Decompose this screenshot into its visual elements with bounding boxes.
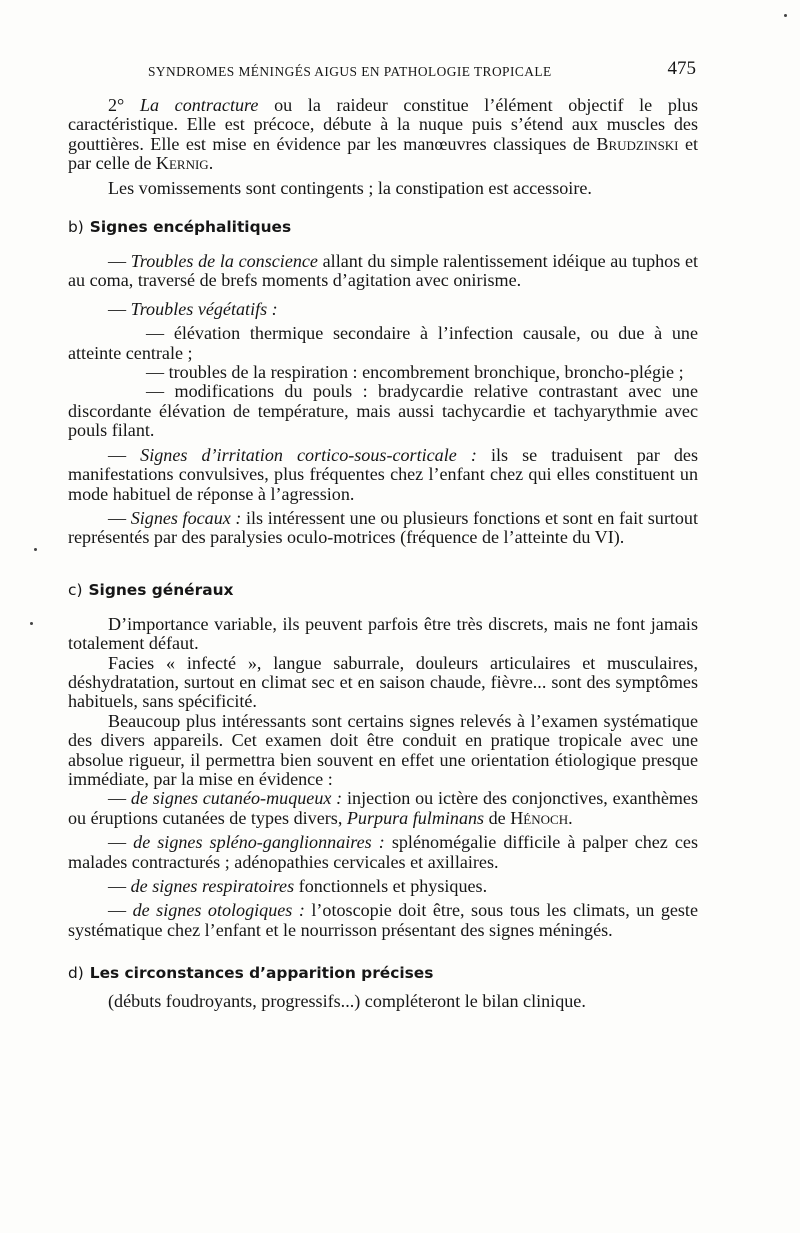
paragraph-examen: Beaucoup plus intéressants sont certains signes relevés à l’examen systématique des divers appareils. Cet examen doit être conduit en pratique tropicale avec une absolue rigueur, il permettra bien souvent en effet une orientation étiologique presque immédiate, par la mise en évidence : [68, 710, 698, 789]
term-contracture: La contracture [139, 95, 259, 115]
dash: — [108, 876, 131, 896]
term: Purpura fulminans [346, 807, 485, 828]
paragraph-text: allant du simple ralentissement idéique au tuphos et au coma, traversé de brefs moments d’agitation avec onirisme. [68, 251, 698, 291]
list-item-respiration: — troubles de la respiration : encombrement bronchique, broncho-plégie ; [146, 362, 684, 383]
dash: — [108, 444, 141, 465]
paragraph-text: fonctionnels et physiques. [294, 876, 488, 896]
paragraph-vomissements: Les vomissements sont contingents ; la constipation est accessoire. [108, 177, 592, 198]
paragraph-conscience [68, 252, 698, 291]
term: Troubles végétatifs : [130, 298, 278, 319]
dash: — [108, 832, 134, 853]
term: de signes spléno-ganglionnaires : [133, 832, 385, 853]
list-item-otologiques [68, 901, 698, 940]
page-header [70, 58, 700, 84]
dash: — [108, 251, 131, 272]
list-item-respiratoires [68, 877, 698, 896]
section-heading-c [68, 581, 698, 600]
term: de signes otologiques : [132, 900, 305, 921]
term: de signes respiratoires [130, 876, 295, 896]
paragraph-text: ils intéressent une ou plusieurs fonctions et sont en fait surtout représentés par des paralysies oculo-motrices (fréquence de l’atteinte du VI). [68, 507, 699, 548]
dash: — [108, 788, 131, 809]
scan-speck [34, 548, 37, 551]
list-item-spleno [68, 833, 698, 872]
author-name: Brudzinski [596, 133, 679, 154]
term: de signes cutanéo-muqueux : [130, 788, 343, 809]
dash: — [108, 507, 131, 528]
author-name: Hénoch [510, 807, 569, 828]
paragraph-text: ou la raideur constitue l’élément objectif le plus caractéristique. Elle est précoce, débute à la nuque puis s’étend aux muscles des gouttières. Elle est mise en évidence par les manœuvres classiques de [68, 95, 698, 154]
scan-speck [30, 622, 33, 625]
author-name: Kernig [155, 153, 209, 174]
term: Troubles de la conscience [130, 251, 318, 272]
paragraph-text: l’otoscopie doit être, sous tous les climats, un geste systématique chez l’enfant et le nourrisson présentant des signes méningés. [68, 900, 698, 940]
running-title: SYNDROMES MÉNINGÉS AIGUS EN PATHOLOGIE TROPICALE [148, 64, 552, 79]
section-title: Les circonstances d’apparition précises [89, 964, 434, 983]
section-letter: d) [68, 964, 84, 983]
section-heading-b [68, 218, 698, 237]
term: Signes focaux : [130, 507, 242, 528]
list-item-thermique: — élévation thermique secondaire à l’infection causale, ou due à une atteinte centrale ; [68, 323, 698, 363]
paragraph-importance: D’importance variable, ils peuvent parfois être très discrets, mais ne font jamais totalement défaut. [68, 613, 698, 654]
list-item-cutaneo [68, 789, 698, 828]
dash: — [108, 900, 133, 921]
paragraph-text: splénomégalie difficile à palper chez ces malades contracturés ; adénopathies cervicales et axillaires. [68, 832, 698, 872]
paragraph-text: ils se traduisent par des manifestations convulsives, plus fréquentes chez l’enfant chez qui elles constituent un mode habituel de réponse à l’agression. [68, 444, 698, 504]
section-letter: b) [68, 218, 84, 237]
paragraph-text: . [208, 153, 214, 174]
paragraph-focaux [68, 509, 698, 548]
scan-speck [784, 14, 787, 17]
paragraph-irritation [68, 446, 698, 504]
paragraph-text: injection ou ictère des conjonctives, exanthèmes ou éruptions cutanées de types divers, [68, 788, 699, 828]
paragraph-text: et par celle de [68, 133, 698, 174]
list-item-pouls: — modifications du pouls : bradycardie relative contrastant avec une discordante élévation de température, mais aussi tachycardie et tachyarythmie avec pouls filant. [68, 381, 698, 441]
paragraph-contracture [68, 96, 698, 174]
paragraph-text: . [568, 807, 573, 828]
page-body [68, 96, 698, 1012]
paragraph-vegetatifs [68, 300, 698, 319]
dash: — [108, 298, 131, 319]
item-number: 2° [108, 95, 125, 115]
paragraph-text: de [484, 807, 511, 828]
section-title: Signes généraux [88, 580, 234, 599]
term: Signes d’irritation cortico-sous-corticale : [140, 444, 477, 465]
section-title: Signes encéphalitiques [89, 218, 292, 237]
section-letter: c) [68, 580, 83, 599]
section-heading-d [68, 964, 698, 983]
paragraph-circonstances: (débuts foudroyants, progressifs...) compléteront le bilan clinique. [108, 991, 586, 1012]
paragraph-facies: Facies « infecté », langue saburrale, douleurs articulaires et musculaires, déshydratation, surtout en climat sec et en saison chaude, fièvre... sont des symptômes habituels, sans spécificité. [68, 652, 698, 712]
page-number: 475 [667, 58, 696, 79]
